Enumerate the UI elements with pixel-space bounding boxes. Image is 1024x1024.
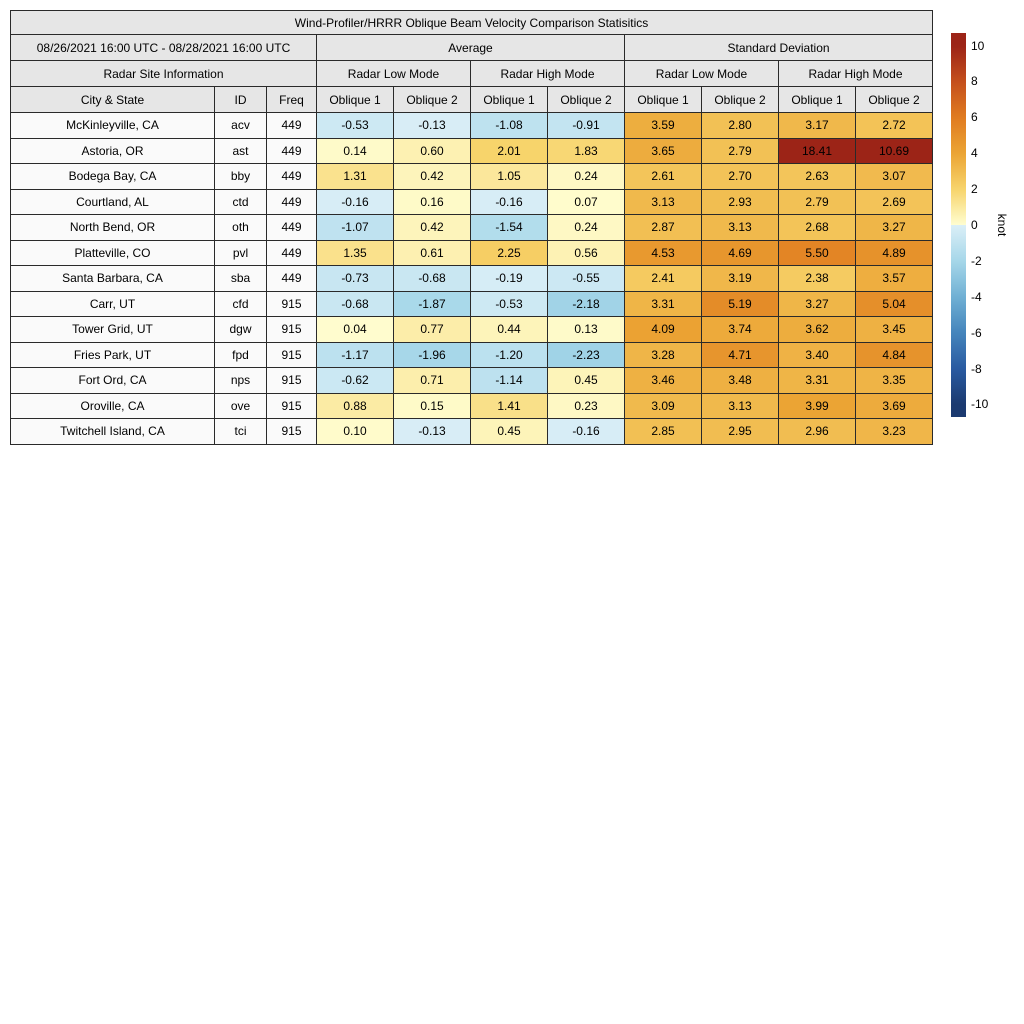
table-row bbox=[11, 164, 933, 190]
colorbar-tick-label: -4 bbox=[971, 289, 982, 304]
mode-header-std-low: Radar Low Mode bbox=[625, 61, 779, 87]
value-cell: 4.71 bbox=[702, 342, 779, 368]
value-cell: 0.60 bbox=[394, 138, 471, 164]
column-header: Oblique 2 bbox=[856, 87, 933, 113]
value-cell: 4.53 bbox=[625, 240, 702, 266]
value-cell: 0.44 bbox=[471, 317, 548, 343]
freq-cell: 449 bbox=[267, 138, 317, 164]
value-cell: 0.45 bbox=[548, 368, 625, 394]
colorbar-tick-label: 10 bbox=[971, 38, 985, 53]
mode-header-avg-high: Radar High Mode bbox=[471, 61, 625, 87]
value-cell: 0.24 bbox=[548, 164, 625, 190]
value-cell: 2.79 bbox=[702, 138, 779, 164]
city-cell: Oroville, CA bbox=[11, 393, 215, 419]
value-cell: 0.61 bbox=[394, 240, 471, 266]
value-cell: 3.17 bbox=[779, 113, 856, 139]
value-cell: -0.13 bbox=[394, 113, 471, 139]
value-cell: 18.41 bbox=[779, 138, 856, 164]
freq-cell: 449 bbox=[267, 266, 317, 292]
section-header-standard-deviation: Standard Deviation bbox=[625, 35, 933, 61]
value-cell: 0.56 bbox=[548, 240, 625, 266]
section-header-average: Average bbox=[317, 35, 625, 61]
id-cell: cfd bbox=[215, 291, 267, 317]
value-cell: 3.99 bbox=[779, 393, 856, 419]
freq-cell: 915 bbox=[267, 393, 317, 419]
city-cell: Twitchell Island, CA bbox=[11, 419, 215, 445]
colorbar-gradient bbox=[951, 33, 966, 417]
value-cell: 3.62 bbox=[779, 317, 856, 343]
value-cell: -0.68 bbox=[317, 291, 394, 317]
value-cell: 1.35 bbox=[317, 240, 394, 266]
freq-cell: 449 bbox=[267, 215, 317, 241]
value-cell: 0.14 bbox=[317, 138, 394, 164]
value-cell: 0.15 bbox=[394, 393, 471, 419]
value-cell: 0.07 bbox=[548, 189, 625, 215]
value-cell: 0.13 bbox=[548, 317, 625, 343]
mode-header-std-high: Radar High Mode bbox=[779, 61, 933, 87]
value-cell: 2.87 bbox=[625, 215, 702, 241]
table-row bbox=[11, 189, 933, 215]
value-cell: 3.23 bbox=[856, 419, 933, 445]
value-cell: 0.04 bbox=[317, 317, 394, 343]
city-cell: Bodega Bay, CA bbox=[11, 164, 215, 190]
column-header-row bbox=[11, 87, 933, 113]
value-cell: 5.19 bbox=[702, 291, 779, 317]
section-header-row bbox=[11, 35, 933, 61]
value-cell: 2.95 bbox=[702, 419, 779, 445]
value-cell: -0.91 bbox=[548, 113, 625, 139]
value-cell: 2.69 bbox=[856, 189, 933, 215]
city-cell: Fort Ord, CA bbox=[11, 368, 215, 394]
value-cell: -1.17 bbox=[317, 342, 394, 368]
value-cell: 3.27 bbox=[856, 215, 933, 241]
value-cell: 0.10 bbox=[317, 419, 394, 445]
column-header: City & State bbox=[11, 87, 215, 113]
id-cell: dgw bbox=[215, 317, 267, 343]
value-cell: 3.48 bbox=[702, 368, 779, 394]
value-cell: 3.59 bbox=[625, 113, 702, 139]
id-cell: oth bbox=[215, 215, 267, 241]
colorbar bbox=[951, 33, 1024, 417]
value-cell: 3.28 bbox=[625, 342, 702, 368]
freq-cell: 915 bbox=[267, 419, 317, 445]
freq-cell: 449 bbox=[267, 113, 317, 139]
value-cell: 1.83 bbox=[548, 138, 625, 164]
value-cell: 2.63 bbox=[779, 164, 856, 190]
column-header: Oblique 2 bbox=[702, 87, 779, 113]
value-cell: 3.13 bbox=[625, 189, 702, 215]
value-cell: 1.31 bbox=[317, 164, 394, 190]
value-cell: -1.87 bbox=[394, 291, 471, 317]
value-cell: 3.69 bbox=[856, 393, 933, 419]
table-row bbox=[11, 393, 933, 419]
value-cell: -0.13 bbox=[394, 419, 471, 445]
id-cell: nps bbox=[215, 368, 267, 394]
value-cell: -2.18 bbox=[548, 291, 625, 317]
value-cell: -0.16 bbox=[471, 189, 548, 215]
value-cell: -0.53 bbox=[471, 291, 548, 317]
value-cell: 0.71 bbox=[394, 368, 471, 394]
column-header: Oblique 2 bbox=[394, 87, 471, 113]
date-range: 08/26/2021 16:00 UTC - 08/28/2021 16:00 UTC bbox=[11, 35, 317, 61]
freq-cell: 915 bbox=[267, 291, 317, 317]
id-cell: sba bbox=[215, 266, 267, 292]
id-cell: ove bbox=[215, 393, 267, 419]
value-cell: 1.41 bbox=[471, 393, 548, 419]
value-cell: 3.65 bbox=[625, 138, 702, 164]
value-cell: 4.84 bbox=[856, 342, 933, 368]
value-cell: 0.24 bbox=[548, 215, 625, 241]
colorbar-tick-label: -10 bbox=[971, 397, 989, 412]
id-cell: acv bbox=[215, 113, 267, 139]
value-cell: -0.55 bbox=[548, 266, 625, 292]
id-cell: pvl bbox=[215, 240, 267, 266]
id-cell: bby bbox=[215, 164, 267, 190]
value-cell: 3.57 bbox=[856, 266, 933, 292]
value-cell: -2.23 bbox=[548, 342, 625, 368]
value-cell: 4.69 bbox=[702, 240, 779, 266]
table-row bbox=[11, 368, 933, 394]
freq-cell: 449 bbox=[267, 240, 317, 266]
value-cell: 2.61 bbox=[625, 164, 702, 190]
city-cell: McKinleyville, CA bbox=[11, 113, 215, 139]
table-row bbox=[11, 342, 933, 368]
value-cell: 10.69 bbox=[856, 138, 933, 164]
colorbar-tick-label: -2 bbox=[971, 253, 982, 268]
value-cell: 0.42 bbox=[394, 164, 471, 190]
colorbar-tick-label: 0 bbox=[971, 218, 978, 232]
freq-cell: 915 bbox=[267, 342, 317, 368]
freq-cell: 449 bbox=[267, 164, 317, 190]
column-header: Oblique 1 bbox=[471, 87, 548, 113]
city-cell: Carr, UT bbox=[11, 291, 215, 317]
value-cell: 5.04 bbox=[856, 291, 933, 317]
value-cell: -0.19 bbox=[471, 266, 548, 292]
value-cell: 2.70 bbox=[702, 164, 779, 190]
table-row bbox=[11, 266, 933, 292]
value-cell: 2.38 bbox=[779, 266, 856, 292]
value-cell: 3.35 bbox=[856, 368, 933, 394]
value-cell: 2.01 bbox=[471, 138, 548, 164]
value-cell: 3.19 bbox=[702, 266, 779, 292]
table-row bbox=[11, 215, 933, 241]
id-cell: ctd bbox=[215, 189, 267, 215]
value-cell: 2.85 bbox=[625, 419, 702, 445]
freq-cell: 449 bbox=[267, 189, 317, 215]
table-row bbox=[11, 113, 933, 139]
value-cell: -0.53 bbox=[317, 113, 394, 139]
id-cell: fpd bbox=[215, 342, 267, 368]
value-cell: 2.68 bbox=[779, 215, 856, 241]
value-cell: 3.74 bbox=[702, 317, 779, 343]
value-cell: 3.13 bbox=[702, 393, 779, 419]
value-cell: -1.96 bbox=[394, 342, 471, 368]
value-cell: 2.80 bbox=[702, 113, 779, 139]
city-cell: Astoria, OR bbox=[11, 138, 215, 164]
table-row bbox=[11, 317, 933, 343]
value-cell: 3.45 bbox=[856, 317, 933, 343]
value-cell: -1.14 bbox=[471, 368, 548, 394]
city-cell: North Bend, OR bbox=[11, 215, 215, 241]
mode-header-row bbox=[11, 61, 933, 87]
value-cell: -0.68 bbox=[394, 266, 471, 292]
mode-header-avg-low: Radar Low Mode bbox=[317, 61, 471, 87]
table-row bbox=[11, 291, 933, 317]
title-row bbox=[11, 11, 933, 35]
colorbar-tick-label: -6 bbox=[971, 325, 982, 340]
value-cell: -1.20 bbox=[471, 342, 548, 368]
colorbar-tick-label: 8 bbox=[971, 74, 978, 89]
column-header: Oblique 1 bbox=[317, 87, 394, 113]
colorbar-tick-label: 6 bbox=[971, 110, 978, 125]
city-cell: Platteville, CO bbox=[11, 240, 215, 266]
value-cell: 3.31 bbox=[779, 368, 856, 394]
comparison-table bbox=[10, 10, 933, 445]
freq-cell: 915 bbox=[267, 317, 317, 343]
value-cell: 2.79 bbox=[779, 189, 856, 215]
value-cell: 1.05 bbox=[471, 164, 548, 190]
site-info-header: Radar Site Information bbox=[11, 61, 317, 87]
value-cell: 3.27 bbox=[779, 291, 856, 317]
city-cell: Courtland, AL bbox=[11, 189, 215, 215]
value-cell: -0.16 bbox=[548, 419, 625, 445]
table-row bbox=[11, 240, 933, 266]
colorbar-unit-label: knot bbox=[995, 213, 1009, 237]
value-cell: 2.25 bbox=[471, 240, 548, 266]
value-cell: 2.96 bbox=[779, 419, 856, 445]
column-header: Oblique 1 bbox=[779, 87, 856, 113]
value-cell: 0.42 bbox=[394, 215, 471, 241]
value-cell: 2.41 bbox=[625, 266, 702, 292]
city-cell: Fries Park, UT bbox=[11, 342, 215, 368]
colorbar-tick-label: -8 bbox=[971, 361, 982, 376]
value-cell: 2.72 bbox=[856, 113, 933, 139]
value-cell: 4.09 bbox=[625, 317, 702, 343]
value-cell: 0.88 bbox=[317, 393, 394, 419]
id-cell: tci bbox=[215, 419, 267, 445]
value-cell: -0.62 bbox=[317, 368, 394, 394]
value-cell: 2.93 bbox=[702, 189, 779, 215]
column-header: Oblique 2 bbox=[548, 87, 625, 113]
value-cell: 3.40 bbox=[779, 342, 856, 368]
value-cell: 0.77 bbox=[394, 317, 471, 343]
value-cell: 0.45 bbox=[471, 419, 548, 445]
value-cell: -1.54 bbox=[471, 215, 548, 241]
value-cell: 3.31 bbox=[625, 291, 702, 317]
value-cell: -0.16 bbox=[317, 189, 394, 215]
colorbar-tick-label: 2 bbox=[971, 182, 978, 197]
value-cell: -1.07 bbox=[317, 215, 394, 241]
freq-cell: 915 bbox=[267, 368, 317, 394]
value-cell: -0.73 bbox=[317, 266, 394, 292]
value-cell: 3.09 bbox=[625, 393, 702, 419]
column-header: ID bbox=[215, 87, 267, 113]
column-header: Oblique 1 bbox=[625, 87, 702, 113]
value-cell: 3.07 bbox=[856, 164, 933, 190]
city-cell: Tower Grid, UT bbox=[11, 317, 215, 343]
value-cell: 4.89 bbox=[856, 240, 933, 266]
table-row bbox=[11, 138, 933, 164]
value-cell: -1.08 bbox=[471, 113, 548, 139]
city-cell: Santa Barbara, CA bbox=[11, 266, 215, 292]
value-cell: 0.23 bbox=[548, 393, 625, 419]
value-cell: 3.13 bbox=[702, 215, 779, 241]
table-row bbox=[11, 419, 933, 445]
colorbar-tick-label: 4 bbox=[971, 146, 978, 161]
id-cell: ast bbox=[215, 138, 267, 164]
table-title: Wind-Profiler/HRRR Oblique Beam Velocity Comparison Statisitics bbox=[11, 11, 933, 35]
column-header: Freq bbox=[267, 87, 317, 113]
value-cell: 3.46 bbox=[625, 368, 702, 394]
value-cell: 0.16 bbox=[394, 189, 471, 215]
value-cell: 5.50 bbox=[779, 240, 856, 266]
